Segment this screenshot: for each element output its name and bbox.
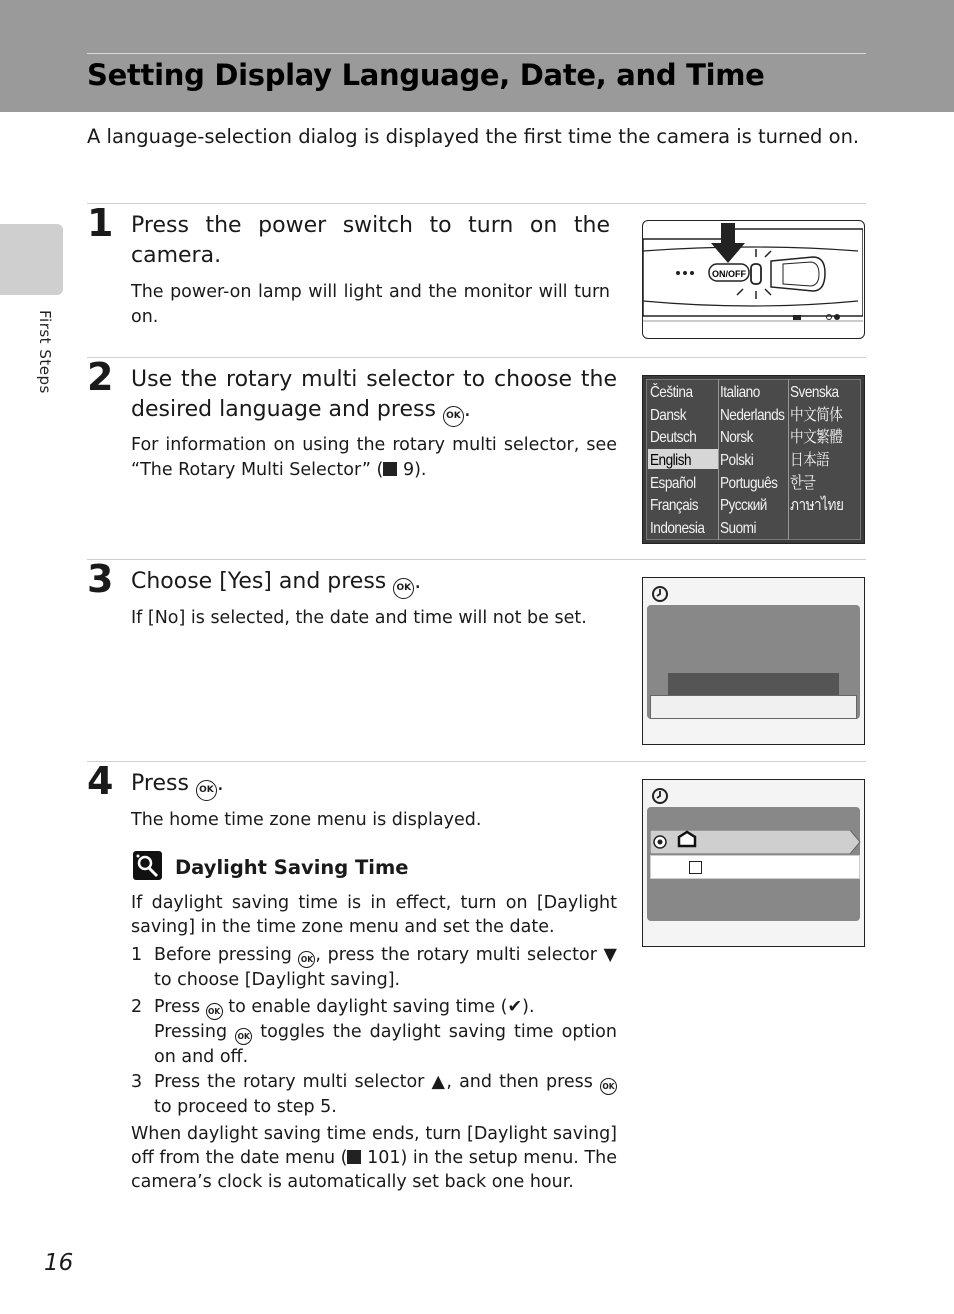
time-zone-screen	[642, 779, 865, 947]
ok-button-icon: OK	[443, 406, 464, 427]
tip-title: Daylight Saving Time	[175, 856, 409, 879]
header-rule	[87, 53, 866, 54]
language-option[interactable]: Nederlands	[720, 406, 785, 424]
tip-item	[154, 943, 617, 992]
language-option[interactable]: Čeština	[650, 384, 693, 401]
language-option[interactable]: 中文简体	[790, 406, 843, 424]
language-option[interactable]: Dansk	[650, 406, 687, 424]
ok-button-icon: OK	[235, 1028, 252, 1045]
language-option[interactable]: Português	[720, 474, 778, 492]
step-heading	[131, 365, 617, 427]
tip-item	[154, 995, 617, 1069]
tip-outro	[131, 1122, 617, 1194]
clock-icon	[650, 584, 670, 604]
home-time-zone-row[interactable]	[650, 830, 862, 854]
power-switch-label: ON/OFF	[712, 269, 746, 279]
language-option[interactable]: Norsk	[720, 429, 753, 447]
step-heading-text: Choose [Yes] and press	[131, 569, 387, 594]
tip-intro: If daylight saving time is in effect, turn on [Daylight saving] in the time zone menu and set the date.	[131, 893, 617, 937]
language-column	[790, 382, 853, 518]
section-tab	[0, 224, 63, 295]
ok-button-icon: OK	[298, 951, 315, 968]
language-menu-screen	[642, 375, 865, 544]
page-number: 16	[44, 1250, 74, 1276]
section-tab-label: First Steps	[36, 310, 54, 394]
step-number: 2	[87, 355, 114, 399]
tip-item-text: Before pressing	[154, 945, 292, 965]
divider	[87, 203, 866, 204]
language-option[interactable]: Italiano	[720, 384, 760, 401]
ok-button-icon: OK	[206, 1003, 223, 1020]
language-option-selected[interactable]: English	[650, 452, 692, 470]
step-heading	[131, 567, 617, 599]
step-number: 1	[87, 201, 114, 245]
language-option[interactable]: Español	[650, 474, 696, 492]
step-description: The home time zone menu is displayed.	[131, 810, 482, 830]
step-description-end: 9).	[397, 460, 427, 480]
language-column	[720, 382, 796, 541]
language-option[interactable]: Polski	[720, 452, 754, 470]
step-heading-end: .	[216, 771, 224, 796]
page-title: Setting Display Language, Date, and Time	[87, 58, 765, 92]
tip-item-text: toggles the daylight saving time option on and off.	[154, 1022, 617, 1067]
step-description: If [No] is selected, the date and time will not be set.	[131, 608, 587, 628]
tip-item-number: 2	[131, 997, 143, 1017]
language-option[interactable]: 中文繁體	[790, 429, 843, 447]
date-confirm-screen	[642, 577, 865, 745]
tip-item-text: to enable daylight saving time (✔).	[222, 997, 535, 1017]
intro-text: A language-selection dialog is displayed the first time the camera is turned on.	[87, 125, 860, 148]
language-option[interactable]: Svenska	[790, 384, 839, 401]
divider	[87, 357, 866, 358]
step-heading-end: .	[414, 569, 422, 594]
language-option[interactable]: Русский	[720, 497, 767, 515]
tip-item-text: Pressing	[154, 1022, 228, 1042]
step-description	[131, 433, 617, 483]
tip-item-number: 3	[131, 1072, 143, 1092]
page-reference-icon	[383, 462, 397, 476]
divider	[87, 559, 866, 560]
tip-outro-text: 101) in the setup menu. The camera’s clock is automatically set back one hour.	[131, 1148, 617, 1192]
tip-icon	[133, 851, 162, 880]
camera-top-drawing	[643, 221, 863, 337]
step-heading-text: Press	[131, 771, 189, 796]
ok-button-icon: OK	[196, 780, 217, 801]
tip-item-number: 1	[131, 945, 143, 965]
ok-button-icon: OK	[393, 578, 414, 599]
step-description-text: For information on using the rotary multi selector, see “The Rotary Multi Selector” (	[131, 435, 617, 480]
language-option[interactable]: 한글	[790, 474, 816, 492]
header-band	[0, 0, 954, 112]
ok-button-icon: OK	[600, 1078, 617, 1095]
step-number: 4	[87, 759, 114, 803]
camera-power-illustration	[642, 220, 865, 339]
step-heading-end: .	[463, 397, 471, 422]
language-option[interactable]: Indonesia	[650, 520, 705, 538]
tip-item	[154, 1070, 617, 1119]
tip-outro-text: When daylight saving time ends, turn [Daylight saving] off from the date menu (	[131, 1124, 617, 1168]
language-column	[650, 382, 714, 541]
step-number: 3	[87, 557, 114, 601]
language-option[interactable]: Français	[650, 497, 699, 515]
daylight-saving-row[interactable]	[650, 855, 860, 879]
tip-item-text: , press the rotary multi selector ▼ to choose [Daylight saving].	[154, 945, 617, 990]
tip-item-text: to proceed to step 5.	[154, 1097, 337, 1117]
language-option[interactable]: Suomi	[720, 520, 757, 538]
step-heading-text: Use the rotary multi selector to choose the desired language and press	[131, 367, 617, 422]
tip-item-text: Press the rotary multi selector ▲, and then press	[154, 1072, 593, 1092]
step-heading	[131, 769, 617, 801]
dialog-option-highlight[interactable]	[668, 673, 839, 695]
tip-item-text: Press	[154, 997, 201, 1017]
clock-icon	[650, 786, 670, 806]
step-heading: Press the power switch to turn on the camera.	[131, 213, 610, 268]
language-option[interactable]: 日本語	[790, 452, 830, 470]
divider	[87, 761, 866, 762]
page-reference-icon	[347, 1150, 361, 1164]
language-option[interactable]: ภาษาไทย	[790, 497, 844, 515]
dialog-option[interactable]	[650, 695, 857, 719]
step-description: The power-on lamp will light and the monitor will turn on.	[131, 282, 610, 327]
checkbox[interactable]	[689, 861, 702, 874]
magnifier-icon	[133, 851, 162, 880]
language-option[interactable]: Deutsch	[650, 429, 697, 447]
